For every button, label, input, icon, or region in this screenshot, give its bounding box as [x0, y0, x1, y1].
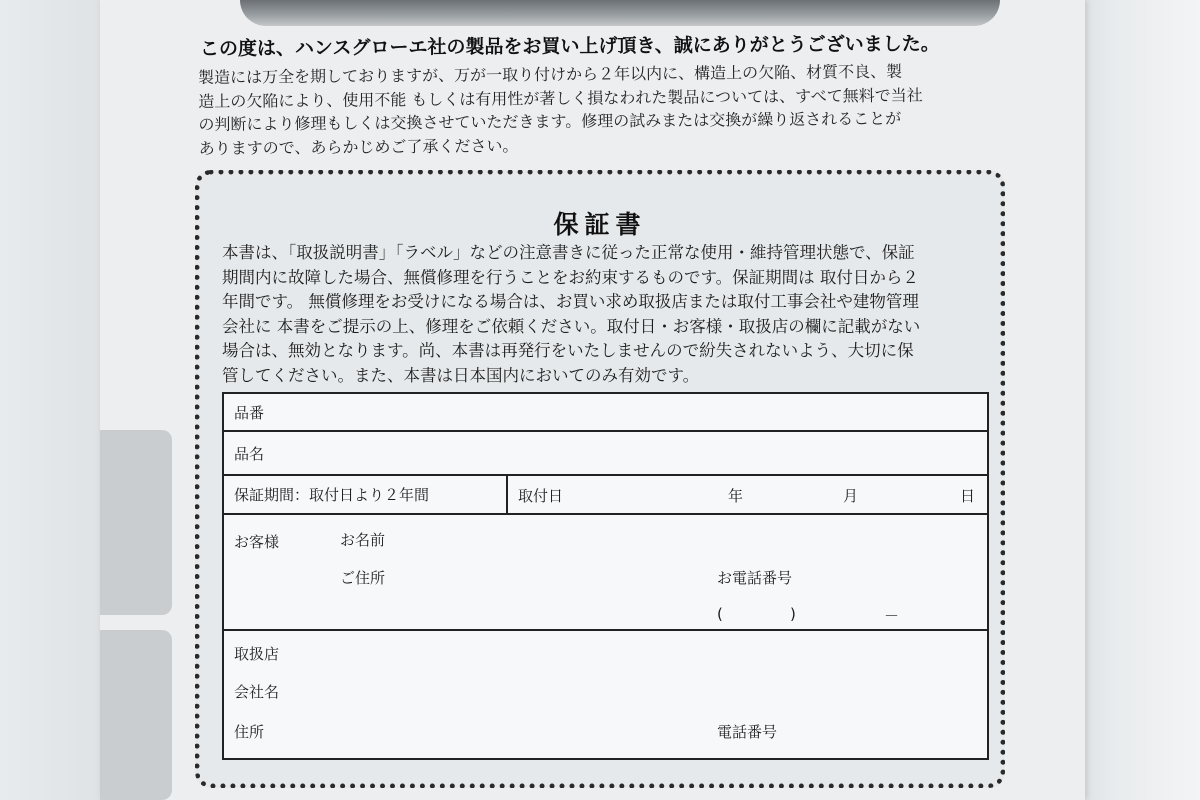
install-date-field[interactable]	[507, 475, 988, 513]
product-photo-edge	[240, 0, 1000, 26]
product-number-field[interactable]	[223, 393, 988, 431]
warranty-period-cell	[223, 475, 507, 513]
warranty-body	[222, 241, 984, 388]
intro-body	[198, 59, 1019, 160]
warranty-form	[222, 392, 989, 760]
side-index-tab	[100, 430, 172, 615]
store-section[interactable]	[223, 630, 988, 759]
warranty-line: 本書は、「取扱説明書」「ラベル」などの注意書きに従った正常な使用・維持管理状態で、保証	[222, 243, 915, 262]
intro-title: この度は、ハンスグローエ社の製品をお買い上げ頂き、誠にありがとうございました。	[199, 32, 940, 60]
store-address-label: 住所	[234, 723, 265, 742]
warranty-card	[195, 170, 1005, 788]
warranty-line: 年間です。 無償修理をお受けになる場合は、お買い求め取扱店または取付工事会社や建物管理	[222, 292, 919, 311]
year-label: 年	[728, 487, 744, 506]
warranty-line: 管してください。また、本書は日本国内においてのみ有効です。	[222, 365, 700, 385]
phone-paren-open: (	[717, 604, 723, 623]
intro-line: の判断により修理もしくは交換させていただきます。修理の試みまたは交換が繰り返されることが	[198, 108, 902, 134]
side-index-tab	[100, 630, 172, 800]
warranty-period-label: 保証期間：取付日より２年間	[234, 486, 430, 505]
day-label: 日	[960, 487, 976, 506]
customer-phone-label: お電話番号	[717, 568, 793, 587]
intro-line: 造上の欠陥により、使用不能 もしくは有用性が著しく損なわれた製品については、すべて無料で当社	[198, 85, 923, 111]
product-name-field[interactable]	[223, 431, 988, 475]
company-name-label: 会社名	[234, 683, 280, 702]
phone-paren-close: )	[790, 604, 796, 623]
product-number-label: 品番	[234, 403, 265, 422]
warranty-line: 場合は、無効となります。尚、本書は再発行をいたしませんので紛失されないよう、大切に保	[222, 341, 914, 360]
warranty-line: 会社に 本書をご提示の上、修理をご依頼ください。取付日・お客様・取扱店の欄に記載がない	[222, 316, 921, 336]
intro-line: ありますので、あらかじめご了承ください。	[198, 135, 519, 158]
phone-dash: －	[884, 606, 900, 625]
customer-label: お客様	[234, 532, 280, 551]
store-phone-label: 電話番号	[717, 723, 778, 742]
product-name-label: 品名	[234, 444, 265, 463]
customer-address-label: ご住所	[340, 568, 386, 587]
intro-line: 製造には万全を期しておりますが、万が一取り付けから２年以内に、構造上の欠陥、材質不良、製	[198, 61, 903, 87]
warranty-line: 期間内に故障した場合、無償修理を行うことをお約束するものです。保証期間は 取付日から２	[222, 267, 919, 287]
month-label: 月	[843, 487, 859, 506]
customer-name-label: お名前	[340, 530, 386, 549]
install-date-label: 取付日	[518, 487, 564, 506]
warranty-title: 保証書	[553, 210, 647, 239]
customer-section[interactable]	[223, 514, 988, 631]
store-label: 取扱店	[234, 645, 280, 664]
